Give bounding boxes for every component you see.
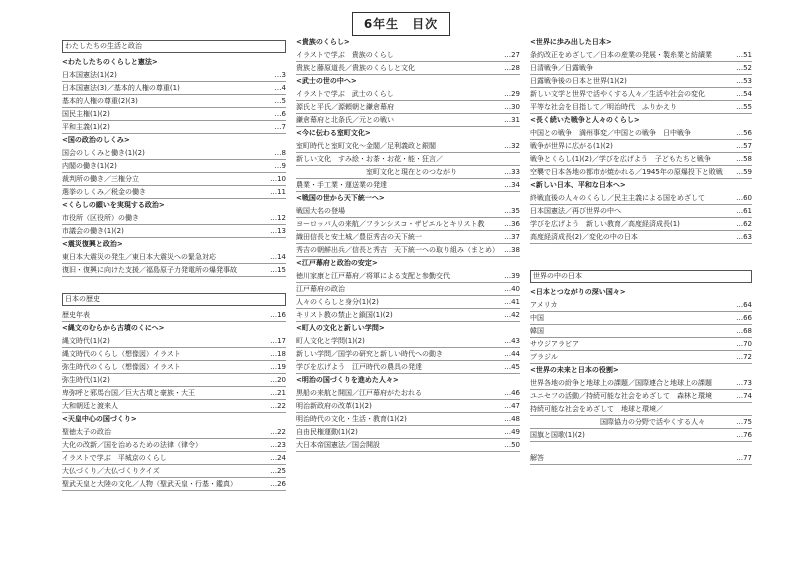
toc-entry <box>296 270 520 283</box>
toc-entry <box>530 416 752 429</box>
toc-entry-title: 学びを広げよう 江戸時代の農具の発達 <box>296 363 422 371</box>
toc-entry-title: 韓国 <box>530 327 544 335</box>
toc-entry-title: 自由民権運動(1)(2) <box>296 428 358 436</box>
spacer <box>530 244 752 254</box>
toc-entry <box>62 478 286 491</box>
toc-entry-page: …52 <box>736 64 752 72</box>
toc-entry-title: 卑弥呼と邪馬台国／巨大古墳と豪族・大王 <box>62 389 195 397</box>
toc-entry <box>530 75 752 88</box>
toc-entry-page: …74 <box>736 392 752 400</box>
toc-entry-title: 国会のしくみと働き(1)(2) <box>62 149 145 157</box>
toc-entry-page: …58 <box>736 155 752 163</box>
toc-entry-title: 織田信長と安土城／豊臣秀吉の天下統一 <box>296 233 422 241</box>
toc-entry <box>62 108 286 121</box>
toc-entry-title: イラストで学ぶ 貴族のくらし <box>296 51 394 59</box>
toc-entry-page: …30 <box>504 103 520 111</box>
toc-entry <box>530 101 752 114</box>
unit-heading: <江戸幕府と政治の安定> <box>296 259 378 267</box>
unit-heading: <明治の国づくりを進めた人々> <box>296 376 399 384</box>
unit-heading: <国の政治のしくみ> <box>62 136 130 144</box>
unit-heading: <世界の未来と日本の役割> <box>530 366 619 374</box>
toc-entry-page: …11 <box>270 188 286 196</box>
toc-entry-page: …27 <box>504 51 520 59</box>
toc-entry <box>296 439 520 452</box>
toc-column-2 <box>296 36 520 452</box>
toc-entry <box>530 351 752 364</box>
toc-entry-title: 貴族と藤原道長／貴族のくらしと文化 <box>296 64 415 72</box>
toc-entry <box>530 390 752 403</box>
toc-entry-page: …37 <box>504 233 520 241</box>
toc-entry-title: 室町文化と現在とのつながり <box>366 168 457 176</box>
toc-entry-title: 新しい文学と世界で活やくする人々／生活や社会の変化 <box>530 90 705 98</box>
toc-entry-title: 持続可能な社会をめざして 地球と環境／ <box>530 405 663 413</box>
toc-entry-title: 江戸幕府の政治 <box>296 285 345 293</box>
toc-entry <box>62 426 286 439</box>
toc-entry-page: …48 <box>504 415 520 423</box>
spacer <box>530 442 752 452</box>
toc-entry-page: …77 <box>736 454 752 462</box>
toc-entry-title: 平和主義(1)(2) <box>62 123 110 131</box>
spacer <box>530 254 752 264</box>
toc-entry-title: 中国との戦争 満州事変／中国との戦争 日中戦争 <box>530 129 691 137</box>
toc-entry <box>530 140 752 153</box>
toc-entry-page: …10 <box>270 175 286 183</box>
toc-entry <box>530 166 752 179</box>
toc-entry-page: …47 <box>504 402 520 410</box>
toc-entry-page: …21 <box>270 389 286 397</box>
toc-entry-page: …20 <box>270 376 286 384</box>
toc-entry-title: 東日本大震災の発生／東日本大震災への緊急対応 <box>62 253 216 261</box>
toc-entry <box>296 413 520 426</box>
toc-entry-page: …62 <box>736 220 752 228</box>
toc-entry <box>62 147 286 160</box>
toc-entry <box>530 62 752 75</box>
toc-entry <box>530 377 752 390</box>
toc-entry-page: …14 <box>270 253 286 261</box>
toc-entry-page: …50 <box>504 441 520 449</box>
toc-entry-title: 新しい文化 すみ絵・お茶・お花・能・狂言／ <box>296 155 443 163</box>
toc-column-3 <box>530 36 752 465</box>
toc-entry-page: …31 <box>504 116 520 124</box>
toc-entry-page: …70 <box>736 340 752 348</box>
toc-entry <box>62 452 286 465</box>
section-heading: 世界の中の日本 <box>530 270 752 283</box>
toc-entry-title: 国際協力の分野で活やくする人々 <box>600 418 705 426</box>
toc-entry-page: …5 <box>274 97 286 105</box>
toc-entry-page: …46 <box>504 389 520 397</box>
toc-entry-title: 戦争が世界に広がる(1)(2) <box>530 142 613 150</box>
toc-entry <box>296 296 520 309</box>
toc-entry-page: …33 <box>504 168 520 176</box>
toc-entry-title: 町人文化と学問(1)(2) <box>296 337 365 345</box>
toc-entry-page: …32 <box>504 142 520 150</box>
toc-entry-title: 復旧・復興に向けた支援／福島原子力発電所の爆発事故 <box>62 266 237 274</box>
toc-entry-page: …25 <box>270 467 286 475</box>
toc-entry-title: 戦国大名の登場 <box>296 207 345 215</box>
toc-entry-title: 縄文時代のくらし（想像図）イラスト <box>62 350 181 358</box>
toc-entry-title: 裁判所の働き／三権分立 <box>62 175 139 183</box>
toc-entry <box>530 49 752 62</box>
toc-entry-page: …35 <box>504 207 520 215</box>
toc-entry-title: 解答 <box>530 454 544 462</box>
unit-heading: <震災復興と政治> <box>62 240 123 248</box>
toc-entry-title: 明治時代の文化・生活・教育(1)(2) <box>296 415 407 423</box>
toc-entry <box>296 101 520 114</box>
toc-entry <box>296 335 520 348</box>
page-title: 6年生 目次 <box>352 12 450 36</box>
toc-entry-page: …56 <box>736 129 752 137</box>
toc-entry <box>296 166 520 179</box>
toc-entry-page: …36 <box>504 220 520 228</box>
toc-entry-title: 大和朝廷と渡来人 <box>62 402 118 410</box>
unit-heading: <武士の世の中へ> <box>296 77 357 85</box>
toc-entry-title: 聖徳太子の政治 <box>62 428 111 436</box>
toc-entry-title: 戦争とくらし(1)(2)／学びを広げよう 子どもたちと戦争 <box>530 155 711 163</box>
toc-entry-page: …39 <box>504 272 520 280</box>
toc-entry <box>530 205 752 218</box>
toc-entry <box>530 338 752 351</box>
toc-entry-title: ヨーロッパ人の来航／フランシスコ・ザビエルとキリスト教 <box>296 220 485 228</box>
toc-entry <box>530 312 752 325</box>
toc-entry-page: …72 <box>736 353 752 361</box>
toc-entry-title: 条約改正をめざして／日本の産業の発展・製糸業と紡績業 <box>530 51 712 59</box>
toc-entry <box>296 348 520 361</box>
toc-entry-title: 源氏と平氏／源頼朝と鎌倉幕府 <box>296 103 394 111</box>
toc-entry-title: 内閣の働き(1)(2) <box>62 162 117 170</box>
toc-entry <box>62 160 286 173</box>
toc-entry-page: …45 <box>504 363 520 371</box>
toc-entry-title: 秀吉の朝鮮出兵／信長と秀吉 天下統一への取り組み（まとめ） <box>296 246 499 254</box>
toc-entry-title: 新しい学問／国学の研究と新しい時代への動き <box>296 350 443 358</box>
toc-entry-title: 弥生時代のくらし（想像図）イラスト <box>62 363 181 371</box>
toc-entry-page: …7 <box>274 123 286 131</box>
toc-entry-title: 日本国憲法／再び世界の中へ <box>530 207 621 215</box>
toc-entry <box>530 153 752 166</box>
toc-entry-title: 日本国憲法(1)(2) <box>62 71 117 79</box>
unit-heading: <天皇中心の国づくり> <box>62 415 137 423</box>
toc-entry <box>530 231 752 244</box>
toc-entry-title: 大日本帝国憲法／国会開設 <box>296 441 380 449</box>
toc-entry-title: 国旗と国歌(1)(2) <box>530 431 585 439</box>
toc-entry <box>296 62 520 75</box>
toc-entry-title: ユニセフの活動／持続可能な社会をめざして 森林と環境 <box>530 392 712 400</box>
toc-entry-page: …40 <box>504 285 520 293</box>
toc-entry <box>62 225 286 238</box>
toc-entry-title: サウジアラビア <box>530 340 579 348</box>
toc-entry <box>62 82 286 95</box>
toc-entry <box>296 309 520 322</box>
toc-entry <box>296 114 520 127</box>
toc-entry-title: 基本的人権の尊重(2)(3) <box>62 97 138 105</box>
toc-entry <box>530 429 752 442</box>
toc-entry-title: 終戦直後の人々のくらし／民主主義による国をめざして <box>530 194 705 202</box>
toc-entry <box>530 218 752 231</box>
toc-entry-title: 高度経済成長(2)／変化の中の日本 <box>530 233 638 241</box>
toc-entry-page: …54 <box>736 90 752 98</box>
toc-entry-page: …22 <box>270 402 286 410</box>
spacer <box>62 277 286 287</box>
toc-entry-page: …68 <box>736 327 752 335</box>
toc-entry-page: …53 <box>736 77 752 85</box>
toc-entry <box>62 361 286 374</box>
toc-entry <box>62 400 286 413</box>
toc-entry-page: …9 <box>274 162 286 170</box>
toc-entry-page: …76 <box>736 431 752 439</box>
toc-entry-title: 選挙のしくみ／税金の働き <box>62 188 146 196</box>
toc-entry-page: …60 <box>736 194 752 202</box>
toc-entry <box>62 374 286 387</box>
toc-entry-page: …23 <box>270 441 286 449</box>
toc-entry-title: 日露戦争後の日本と世界(1)(2) <box>530 77 627 85</box>
toc-entry <box>62 335 286 348</box>
toc-entry-title: 空襲で日本各地の都市が焼かれる／1945年の原爆投下と敗戦 <box>530 168 723 176</box>
toc-entry-page: …55 <box>736 103 752 111</box>
toc-column-1 <box>62 36 286 491</box>
toc-entry-title: 農業・手工業・運送業の発達 <box>296 181 387 189</box>
toc-entry <box>530 403 752 416</box>
toc-entry-page <box>750 403 752 415</box>
toc-entry <box>296 140 520 153</box>
toc-entry-page: …19 <box>270 363 286 371</box>
toc-entry-page: …49 <box>504 428 520 436</box>
toc-entry-page: …8 <box>274 149 286 157</box>
toc-entry-title: 大仏づくり／大仏づくりクイズ <box>62 467 160 475</box>
toc-entry-title: 黒船の来航と開国／江戸幕府がたおれる <box>296 389 422 397</box>
toc-entry <box>296 387 520 400</box>
toc-entry-page: …28 <box>504 64 520 72</box>
toc-entry-title: 平等な社会を目指して／明治時代 ふりかえり <box>530 103 677 111</box>
unit-heading: <日本とつながりの深い国々> <box>530 288 626 296</box>
toc-entry <box>530 299 752 312</box>
toc-entry <box>62 264 286 277</box>
toc-entry-title: キリスト教の禁止と鎖国(1)(2) <box>296 311 393 319</box>
toc-entry-page: …18 <box>270 350 286 358</box>
toc-entry-page: …61 <box>736 207 752 215</box>
toc-entry-title: イラストで学ぶ 武士のくらし <box>296 90 394 98</box>
toc-entry-title: 国民主権(1)(2) <box>62 110 110 118</box>
toc-entry <box>296 205 520 218</box>
toc-entry <box>296 88 520 101</box>
toc-entry <box>62 173 286 186</box>
toc-entry-page: …75 <box>736 418 752 426</box>
unit-heading: <わたしたちのくらしと憲法> <box>62 58 158 66</box>
toc-entry <box>296 179 520 192</box>
toc-entry-title: 人々のくらしと身分(1)(2) <box>296 298 379 306</box>
toc-entry-title: 市議会の働き(1)(2) <box>62 227 124 235</box>
toc-entry-title: 学びを広げよう 新しい教育／高度経済成長(1) <box>530 220 680 228</box>
toc-entry <box>62 465 286 478</box>
toc-entry-title: ブラジル <box>530 353 558 361</box>
toc-entry <box>530 88 752 101</box>
toc-entry-page: …38 <box>504 246 520 254</box>
toc-entry-page: …22 <box>270 428 286 436</box>
toc-entry-page: …3 <box>274 71 286 79</box>
toc-entry-page: …64 <box>736 301 752 309</box>
toc-entry <box>296 426 520 439</box>
toc-entry-page: …13 <box>270 227 286 235</box>
toc-entry <box>530 192 752 205</box>
unit-heading: <貴族のくらし> <box>296 38 350 46</box>
toc-entry <box>62 309 286 322</box>
toc-entry-page: …6 <box>274 110 286 118</box>
unit-heading: <くらしの願いを実現する政治> <box>62 201 165 209</box>
toc-entry <box>62 387 286 400</box>
toc-entry-page: …4 <box>274 84 286 92</box>
toc-entry <box>62 69 286 82</box>
toc-entry-page: …15 <box>270 266 286 274</box>
toc-entry-page <box>518 153 520 165</box>
toc-entry-page: …16 <box>270 311 286 319</box>
toc-entry-title: 徳川家康と江戸幕府／将軍による支配と参勤交代 <box>296 272 450 280</box>
toc-entry-page: …29 <box>504 90 520 98</box>
toc-entry-title: 縄文時代(1)(2) <box>62 337 110 345</box>
toc-entry-page: …12 <box>270 214 286 222</box>
unit-heading: <長く続いた戦争と人々のくらし> <box>530 116 640 124</box>
toc-entry <box>62 186 286 199</box>
section-heading: 日本の歴史 <box>62 293 286 306</box>
toc-entry-title: アメリカ <box>530 301 558 309</box>
unit-heading: <戦国の世から天下統一へ> <box>296 194 385 202</box>
toc-entry-title: 市役所（区役所）の働き <box>62 214 139 222</box>
toc-entry-page: …34 <box>504 181 520 189</box>
toc-entry-page: …24 <box>270 454 286 462</box>
toc-entry-page: …63 <box>736 233 752 241</box>
toc-entry-title: 明治新政府の改革(1)(2) <box>296 402 372 410</box>
toc-entry-page: …41 <box>504 298 520 306</box>
toc-entry-title: 中国 <box>530 314 544 322</box>
unit-heading: <町人の文化と新しい学問> <box>296 324 385 332</box>
toc-entry <box>296 231 520 244</box>
unit-heading: <今に伝わる室町文化> <box>296 129 371 137</box>
toc-entry-page: …43 <box>504 337 520 345</box>
unit-heading: <縄文のむらから古墳のくにへ> <box>62 324 165 332</box>
toc-entry-page: …44 <box>504 350 520 358</box>
toc-entry-page: …57 <box>736 142 752 150</box>
toc-entry <box>62 121 286 134</box>
toc-entry-title: 世界各地の紛争と地球上の課題／国際連合と地球上の課題 <box>530 379 712 387</box>
toc-entry-title: 弥生時代(1)(2) <box>62 376 110 384</box>
toc-entry-title: 聖武天皇と大陸の文化／人物（聖武天皇・行基・鑑真） <box>62 480 237 488</box>
toc-entry <box>296 49 520 62</box>
toc-entry <box>296 244 520 257</box>
toc-entry-title: 大化の改新／国を治めるための法律（律令） <box>62 441 202 449</box>
section-heading: わたしたちの生活と政治 <box>62 40 286 53</box>
toc-entry-page: …73 <box>736 379 752 387</box>
toc-entry <box>62 212 286 225</box>
toc-entry <box>296 153 520 166</box>
toc-entry-page: …26 <box>270 480 286 488</box>
toc-entry <box>296 361 520 374</box>
toc-entry-page: …51 <box>736 51 752 59</box>
toc-entry <box>296 400 520 413</box>
toc-entry <box>62 348 286 361</box>
toc-entry <box>530 325 752 338</box>
toc-entry-page: …17 <box>270 337 286 345</box>
unit-heading: <新しい日本、平和な日本へ> <box>530 181 626 189</box>
toc-entry-title: 鎌倉幕府と北条氏／元との戦い <box>296 116 394 124</box>
toc-entry-title: 歴史年表 <box>62 311 90 319</box>
toc-entry <box>62 251 286 264</box>
toc-entry-page: …66 <box>736 314 752 322</box>
unit-heading: <世界に歩み出した日本> <box>530 38 612 46</box>
toc-entry <box>296 283 520 296</box>
toc-entry-page: …42 <box>504 311 520 319</box>
toc-entry <box>62 95 286 108</box>
toc-entry <box>296 218 520 231</box>
toc-entry-title: イラストで学ぶ 平城京のくらし <box>62 454 167 462</box>
toc-entry-page: …59 <box>736 168 752 176</box>
toc-entry-title: 室町時代と室町文化～金閣／足利義政と銀閣 <box>296 142 436 150</box>
toc-entry-title: 日本国憲法(3)／基本的人権の尊重(1) <box>62 84 180 92</box>
toc-entry <box>62 439 286 452</box>
toc-entry-title: 日清戦争／日露戦争 <box>530 64 593 72</box>
toc-entry <box>530 127 752 140</box>
toc-entry <box>530 452 752 465</box>
